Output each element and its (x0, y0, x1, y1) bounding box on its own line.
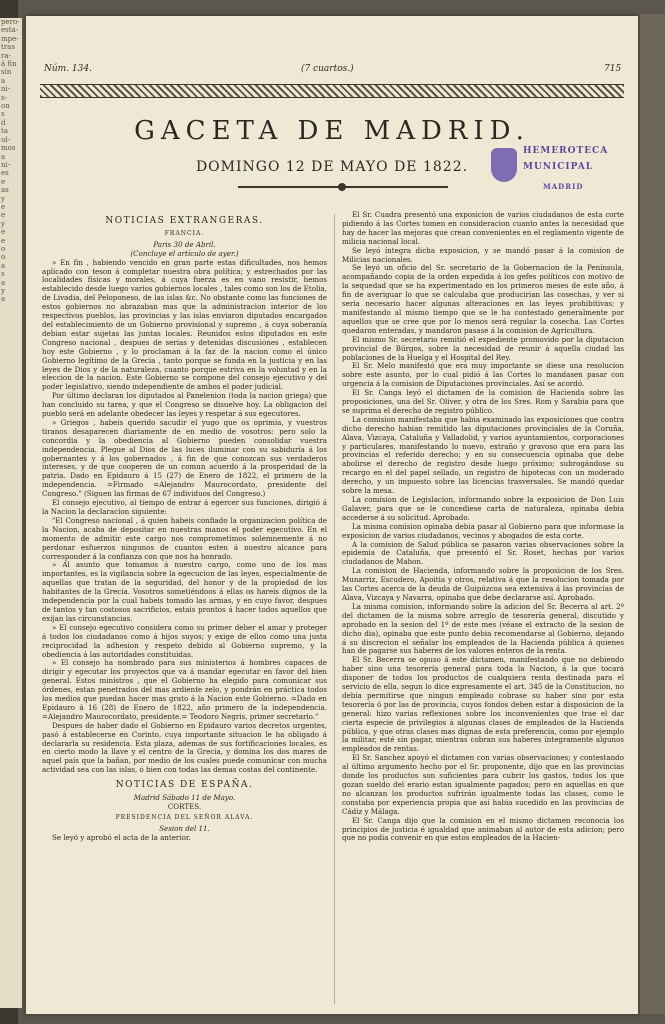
previous-page-fragment: e (1, 177, 6, 186)
paragraph: » Al asunto que tomamos á nuestro cargo, como uno de los mas importantes, es la vigilancia sobre la egecucion de las leyes, especialmente de aquellas que tratan de la seguridad, del honor y de la propiedad de los habitantes de la Grecia. Vosotros sometiéndoos á ellas os hareis dignos de la independencia por la cual habeis tomado las armas, y en cuyo favor, despues de tantos y tan costosos sacrificios, estais prontos á hacer todos aquellos que exijan las circunstancias. (42, 560, 327, 623)
previous-page-fragment: on (1, 102, 10, 111)
right-paragraphs (342, 211, 624, 843)
section-title-spain: NOTICIAS DE ESPAÑA. (115, 780, 254, 791)
newspaper-title: GACETA DE MADRID. (134, 116, 530, 146)
paragraph: » Griegos , habeis querido sacudir el yugo que os oprimia, y vuestros tiranos desaparecen diariamente de en medio de vosotros: pero solo la concordia y la obediencia al Gobierno pueden consolidar vuestra independencia. Plegue al Dios de las luces iluminar con su sabiduría á los gobernantes y á los gobernados , á fin de que conozcan sus verdaderos intereses, y de que cooperen de un comun acuerdo á la prosperidad de la patria. Dado en Epidauro á 15 (27) de Enero de 1822, el primero de la independencia. =Firmado =Alejandro Maurocordato, presidente del Congreso." (Siguen las firmas de 67 individuos del Congreso.) (42, 417, 327, 499)
newspaper-page (26, 16, 638, 1014)
previous-page-fragment: ni- (1, 160, 11, 169)
spain-place-date: Madrid Sábado 11 de Mayo. (133, 793, 236, 803)
price: (7 cuartos.) (301, 64, 354, 74)
previous-page-fragment: s (1, 110, 5, 119)
previous-page-fragment: mpe- (1, 34, 19, 43)
paragraph: » En fin , habiendo vencido en gran parte estas dificultades, nos hemos aplicado con teson á completar nuestra obra política; y estrechados por las localidades físicas y morales, á cuya fuerza es en vano resistir, hemos establecido desde luego varios gobiernos locales , tales como son los de Etolia, de Livadia, del Peloponeso, de las islas &c. No obstante como las funciones de estos gobiernos no abrazaban mas que la administracion interior de los respectivos pueblos, las provincias y las islas enviaron diputados encargados del establecimiento de un Gobierno provisional y supremo , á cuya soberanía debian estar sujetas las juntas locales. Reunidos estos diputados en este Congreso nacional , despues de serias y detenidas discusiones , establecen hoy este Gobierno , y lo proclaman á la faz de la nacion como el único Gobierno legítimo de la Grecia , tanto porque se funda en la justicia y en las leyes de Dios y de la naturaleza, cuanto porque estriva en la voluntad y en la eleccion de la nacion. Este Gobierno se compone del consejo ejecutivo y del poder legislativo, siendo independiente de ambos el poder judicial. (42, 257, 327, 392)
previous-page-fragment: a (1, 76, 6, 85)
page-number: 715 (604, 64, 622, 74)
previous-page-fragment: á fin (1, 60, 17, 69)
page-edge-shadow (640, 14, 665, 1014)
stamp-line-3: MADRID (543, 182, 584, 191)
presidency-line: PRESIDENCIA DEL SEÑOR ALAVA. (115, 813, 254, 821)
previous-page-fragment: mos (1, 144, 16, 153)
paragraph: La misma comision opinaba debia pasar al Gobierno para que informase la exposicion de varios ciudadanos, vecinos y abogados de esta corte. (342, 521, 624, 540)
paragraph: La comision de Legislacion, informando sobre la exposicion de Don Luis Galaver, para que se le concediese carta de naturaleza, opinaba debia accederse á su solicitud. Aprobado. (342, 495, 624, 522)
left-paragraphs (42, 259, 327, 776)
previous-page-fragment: e (1, 236, 6, 245)
paragraph: » El consejo ha nombrado para sus ministerios á hombres capaces de dirigir y egecutar los proyectos que va á mandar egecutar en favor del bien general. Estos ministros , que el Gobierno ha elegido para comunicar sus órdenes, estan penetrados del mas ardiente zelo, y pondrán en práctica todos los medios que puedan hacer mas grato á la Nacion este Gobierno. =Dado en Epidauro á 16 (28) de Enero de 1822, año primero de la independencia. =Alejandro Maurocordato, presidente.= Teodoro Negris, primer secretario." (42, 658, 327, 721)
previous-page-fragment: a (1, 295, 6, 304)
previous-page-fragment: ta (1, 127, 8, 136)
paragraph: "El Congreso nacional , á quien habeis confiado la organizacion política de la Nacion, acaba de depositar en nuestras manos el poder egecutivo. En el momento de admitir este cargo nos comprometimos solemnemente á no perdonar esfuerzos ningunos de cuantos esten á nuestro alcance para corresponder á la confianza con que nos ha honrado. (42, 515, 327, 561)
stamp-line-2: MUNICIPAL (523, 162, 594, 172)
paragraph: Se leyó íntegra dicha exposicion, y se mandó pasar á la comision de Milicias nacionales. (342, 245, 624, 264)
place-date: Paris 30 de Abril. (153, 239, 216, 249)
paragraph: Despues de haber dado el Gobierno en Epidauro varios decretos urgentes, pasó á establecerse en Corinto, cuya importante situacion le ha obligado á declararla su residencia. Esta plaza, ademas de sus fortificaciones locales, es en cierto modo la llave y el centro de la Grecia, y domina los dos mares de aquel país que la bañan, por medio de los cuales puede comunicar con mucha actividad sea con las islas, ó bien con todas las demas costas del continente. (42, 720, 327, 775)
paragraph: El Sr. Becerra se opuso á este dictamen, manifestando que no debiendo haber sino una tesorería general para toda la Nacion, á la que tocará disponer de todos los productos de cualquiera renta destinada para el servicio de ella, segun lo dice expresamente el art. 345 de la Constitucion, no debia permitirse que ningun empleado cobrase su haber sino por esta tesorería ó por las de provincia, cuyos fondos deben estar á disposicion de la general: hizo varias reflexiones sobre los inconvenientes que trae el dar cierta especie de privilegios á algunas clases de empleados de la Hacienda pública, y que otras clases mas dignas de esta preferencia, como por ejemplo la militar, esté sin pagar, mientras cobran sus haberes íntegramente algunos empleados de rentas. (342, 655, 624, 754)
previous-page-fragment: y (1, 219, 5, 228)
column-divider (334, 214, 335, 1004)
paragraph: La comision de Hacienda, informando sobre la proposicion de los Sres. Munarriz, Escudero, Apoitia y otros, relativa á que la resolucion tomada por las Cortes acerca de la deuda de Guipúzcoa sea extensiva á las provincias de Alava, Vizcaya y Navarra, opinaba que debe declararse así. Aprobado. (342, 566, 624, 602)
paragraph: Se leyó un oficio del Sr. secretario de la Gobernacion de la Península, acompañando copia de la orden expedida á los gefes políticos con motivo de la sequedad que se ha experimentado en los primeros meses de este año, á fin de averiguar lo que se calculaba que producirian las cosechas, y ver si seria necesario hacer algunas alteraciones en las leyes prohibitivas; y manifestando al mismo tiempo que se le ha contestado generalmente por aquellos que se cree que por lo menos será regular la cosecha. Las Cortes quedaron enteradas, y mandaron pasase á la comision de Agricultura. (342, 263, 624, 335)
left-column (42, 211, 327, 1001)
paragraph: El consejo ejecutivo, al tiempo de entrar á egercer sus funciones, dirigió á la Nacion la declaracion siguiente: (42, 498, 327, 516)
issue-date: DOMINGO 12 DE MAYO DE 1822. (195, 159, 469, 175)
paragraph: El Sr. Sanchez apoyó el dictamen con varias observaciones; y contestando al último argumento hecho por el Sr. proponente, dijo que en las provincias donde los productos son suficientes para cubrir los gastos, todos los que gozan sueldo del erario estan igualmente pagados; pero en aquellas en que no alcanzan los productos sufrirán igualmente todas las clases, como le constaba por experiencia propia que así habia sucedido en las provincias de Cádiz y Málaga. (342, 753, 624, 816)
country-heading: FRANCIA. (164, 229, 205, 237)
paragraph: El Sr. Melo manifestó que era muy importante se diese una resolucion sobre este asunto, por lo cual pidió á las Cortes lo mandasen pasar con urgencia á la comision de Diputaciones provinciales. Así se acordó. (342, 361, 624, 389)
last-line: Se leyó y aprobó el acta de la anterior. (52, 832, 191, 842)
previous-page-fragment: y (1, 287, 5, 295)
paragraph: Por último declaran los diputados al Panelenion (toda la nacion griega) que han concluido su tarea, y que el Congreso se disuelve hoy. La obligacion del pueblo será en adelante obedecer las leyes y respetar á sus egecutores. (42, 391, 327, 419)
paragraph: El Sr. Canga leyó el dictamen de la comision de Hacienda sobre las proposiciones, una del Sr. Oliver, y otra de los Sres. Rom y Sarabia para que se suprima el derecho de registro público. (342, 388, 624, 415)
previous-page-fragment: esta- (1, 26, 19, 35)
previous-page-fragment: d (1, 118, 6, 127)
paragraph: » El consejo egecutivo considera como su primer deber el amar y proteger á todos los ciudadanos como á hijos suyos; y exige de ellos como una justa reciprocidad la adhesion y respeto debido al Gobierno supremo, y la obediencia á las autoridades constituidas. (42, 622, 327, 659)
previous-page-fragment: as (1, 186, 9, 195)
right-column (342, 211, 624, 1001)
decorative-rule (238, 186, 448, 188)
paragraph: El Sr. Cuadra presentó una exposicion de varios ciudadanos de esta corte pidiendo á las Cortes tomen en consideracion cuanto antes la necesidad que hay de hacer las mejoras que crean convenientes en el reglamento vigente de milicia nacional local. (342, 211, 624, 246)
paragraph: La comision manifestaba que habia examinado las exposiciones que contra dicho derecho habian remitido las diputaciones provinciales de la Coruña, Alava, Vizcaya, Cataluña y Valladolid, y varios ayuntamientos, corporaciones y particulares, manifestando lo nuevo, extraño y gravoso que era para las provincias el referido derecho; y en su consecuencia opinaba que debe abolirse el derecho de registro desde luego próximo; subrogándose su recargo en el del papel sellado, un registro de hipotecas con un moderado derecho, y un impuesto sobre las licencias trasversales. Se mandó quedar sobre la mesa. (342, 414, 624, 496)
paragraph: La misma comision, informando sobre la adicion del Sr. Becerra al art. 2º del dictamen de la misma sobre arreglo de tesorería general, discutido y aprobado en la sesion del 1º de este mes (véase el extracto de la sesion de dicho dia), opinaba que este punto debia recomendarse al Gobierno, dejando á su discrecion el señalar los empleados de la Hacienda pública á quienes han de pagarse sus haberes de los valores enteros de la renta. (342, 601, 624, 656)
previous-page-fragment: ni- (1, 85, 11, 94)
previous-page-fragment: o (1, 244, 6, 253)
previous-page-fragment: s- (1, 93, 7, 102)
previous-page-fragment: a (1, 152, 6, 161)
previous-page-fragment: a (1, 261, 6, 270)
previous-page-fragment: o (1, 253, 6, 262)
paragraph: El Sr. Canga dijo que la comision en el mismo dictamen reconocia los principios de justicia é igualdad que animaban al autor de esta adicion; pero que no podia convenir en que estos empleados de la Hacien- (342, 815, 624, 843)
section-title-foreign: NOTICIAS EXTRANGERAS. (105, 216, 264, 226)
stamp-line-1: HEMEROTECA (523, 146, 609, 156)
continued-note: (Concluye el artículo de ayer.) (130, 248, 239, 258)
previous-page-fragment: s (1, 270, 5, 279)
library-stamp (491, 142, 621, 212)
previous-page-edge (0, 18, 22, 1008)
issue-number: Núm. 134. (44, 64, 92, 74)
previous-page-fragment: ra- (1, 51, 11, 60)
previous-page-fragment: a (1, 278, 6, 287)
session-line: Sesion del 11. (159, 823, 210, 833)
previous-page-fragment: e (1, 211, 6, 220)
previous-page-fragment: y (1, 194, 5, 203)
previous-page-fragment: e (1, 202, 6, 211)
previous-page-fragment: ul- (1, 135, 11, 144)
previous-page-fragment: sin (1, 68, 12, 77)
coat-of-arms-icon (491, 148, 517, 182)
cortes-heading: CORTES. (167, 802, 202, 811)
previous-page-fragment: es (1, 169, 9, 178)
paragraph: El mismo Sr. secretario remitió el expediente promovido por la diputacion provincial de Búrgos, sobre la necesidad de reunir á aquella ciudad las poblaciones de la Huelga y el Hospital del Rey. (342, 334, 624, 362)
previous-page-fragment: pero- (1, 18, 20, 26)
paragraph: A la comision de Salud pública se pasaron varias observaciones sobre la epidemia de Cataluña, que presentó el Sr. Roset, hechas por varios ciudadanos de Mahon. (342, 539, 624, 567)
previous-page-fragment: tras (1, 43, 15, 52)
previous-page-fragment: e (1, 228, 6, 237)
ornamental-border (40, 84, 624, 98)
